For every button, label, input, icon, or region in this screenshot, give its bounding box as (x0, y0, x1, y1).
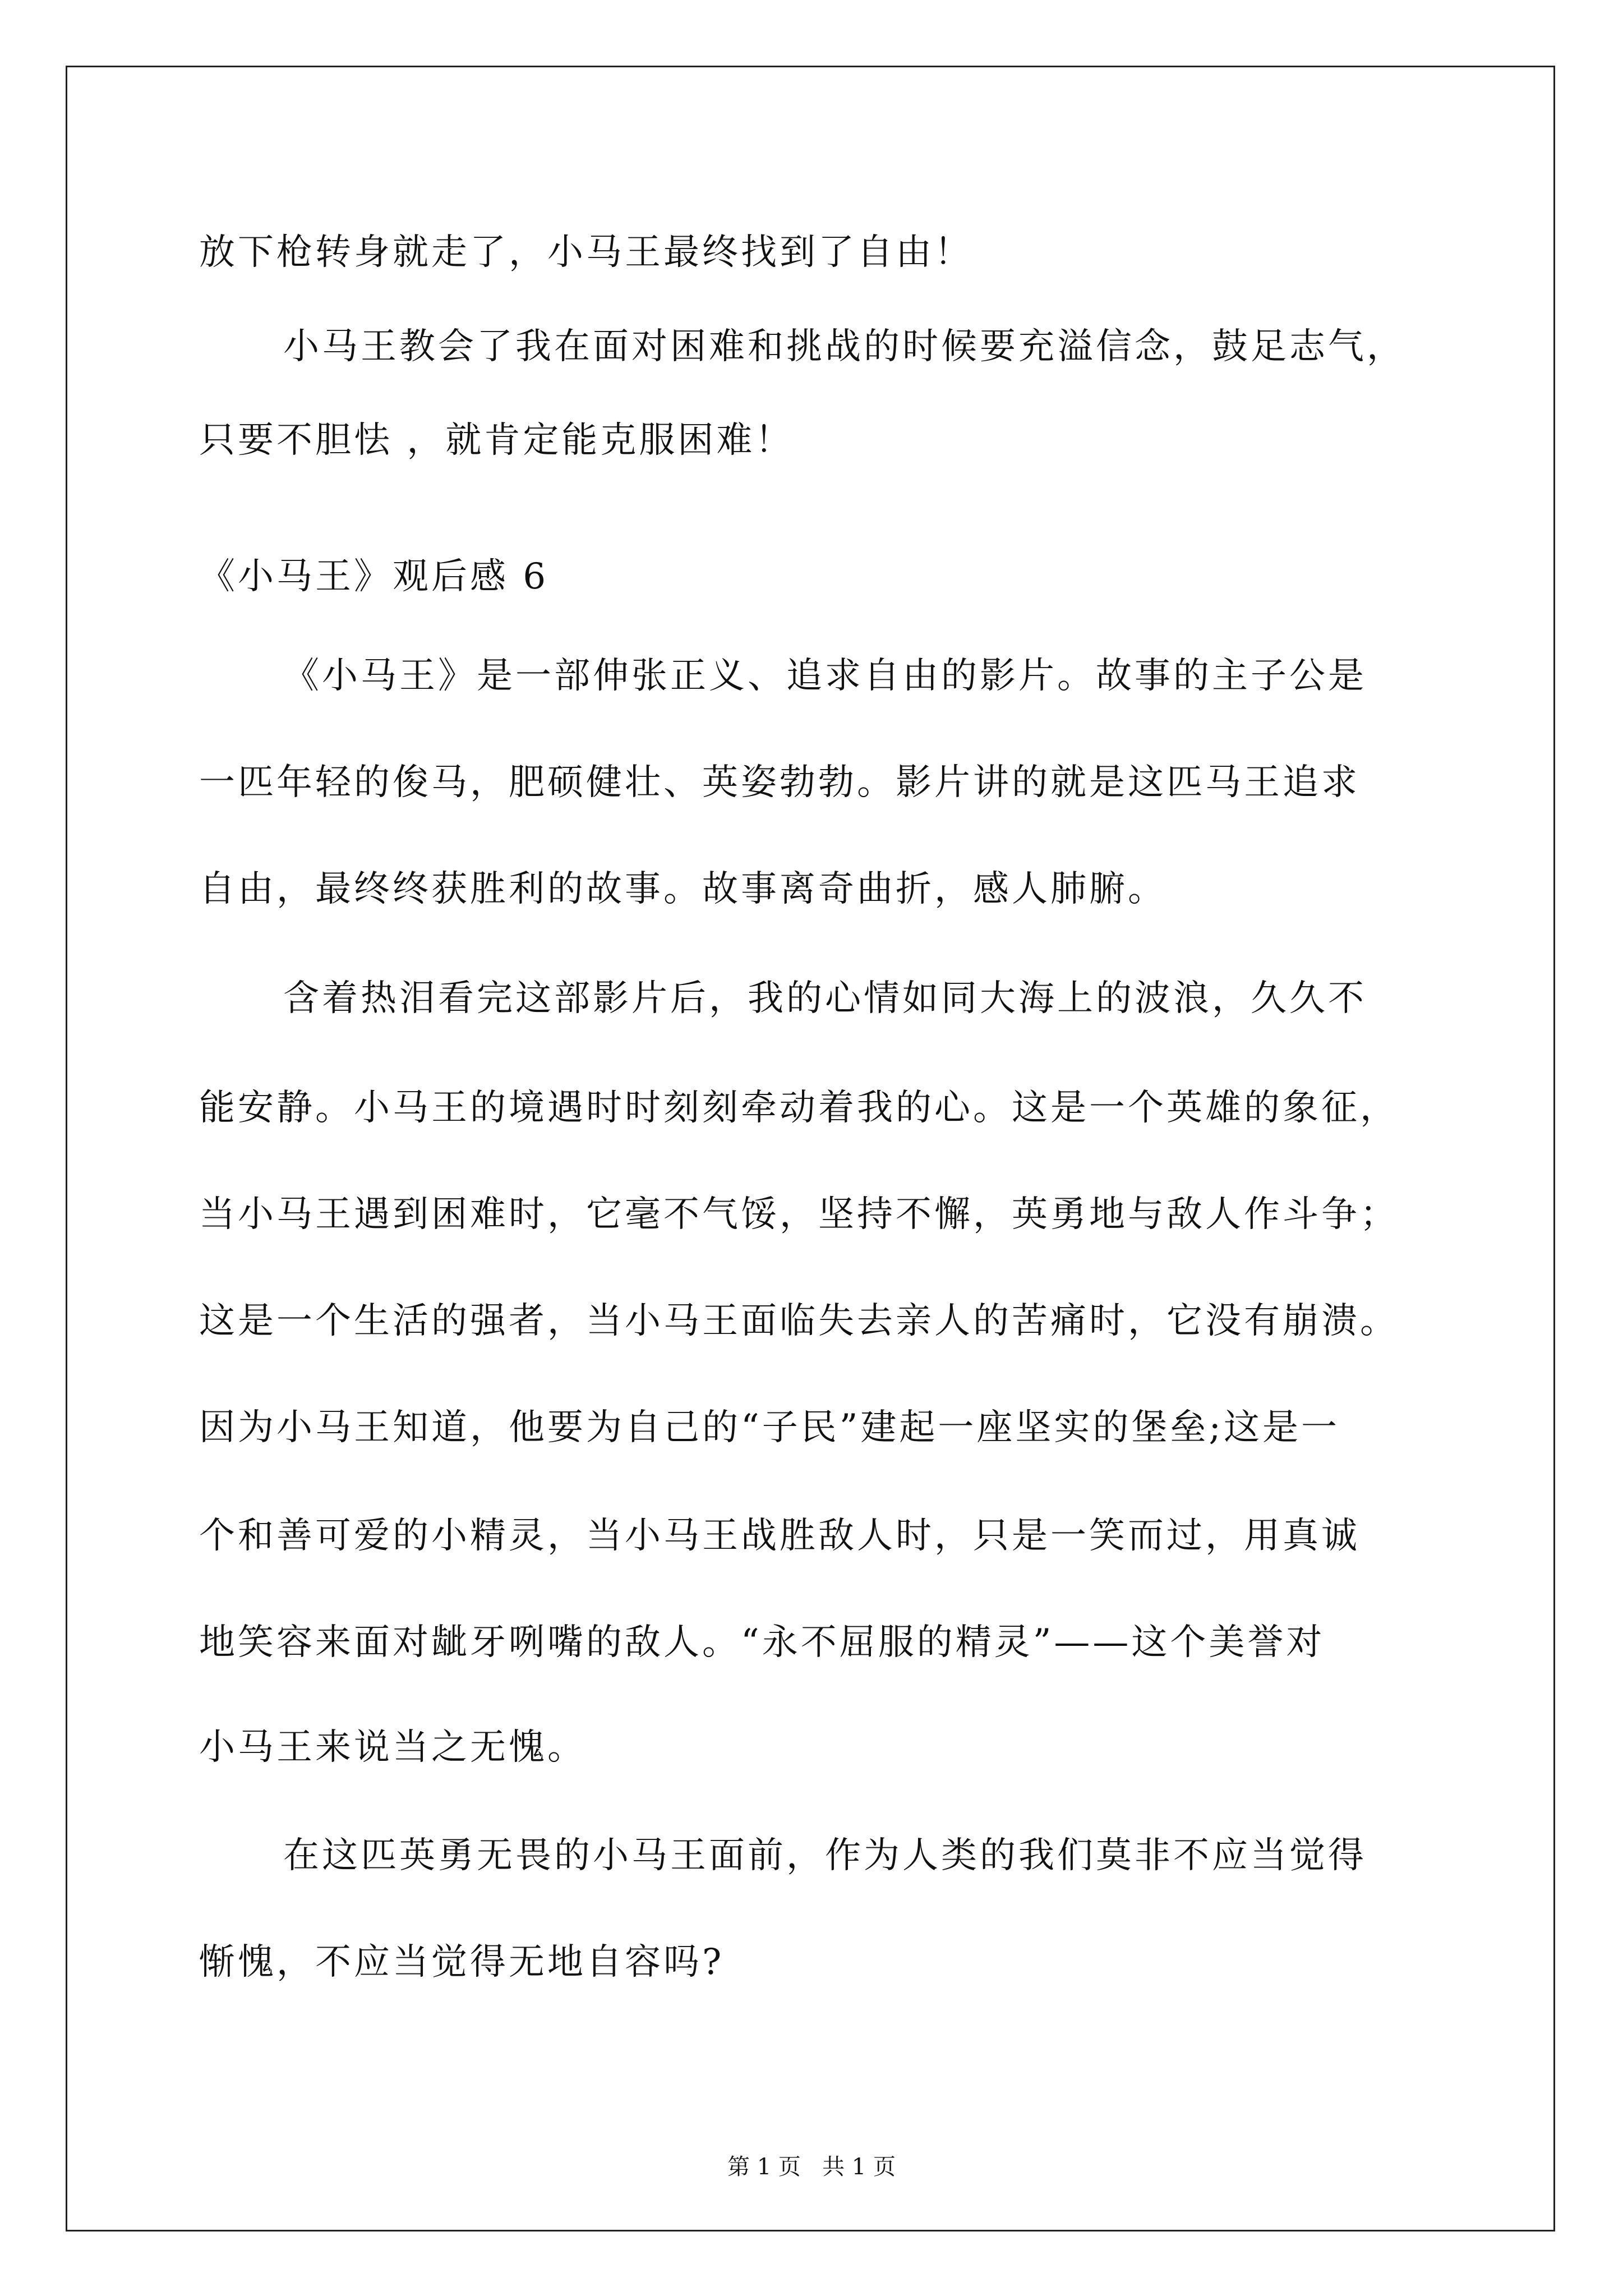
page-border (66, 66, 1555, 2231)
text-line: 惭愧，不应当觉得无地自容吗? (199, 1941, 725, 1983)
paragraph-first-line: 在这匹英勇无畏的小马王面前，作为人类的我们莫非不应当觉得 (283, 1835, 1367, 1876)
text-line: 这是一个生活的强者，当小马王面临失去亲人的苦痛时，它没有崩溃。 (199, 1300, 1399, 1342)
section-heading: 《小马王》观后感 6 (199, 556, 549, 597)
text-line: 地笑容来面对龇牙咧嘴的敌人。“永不屈服的精灵”——这个美誉对 (199, 1622, 1325, 1663)
text-line: 一匹年轻的俊马，肥硕健壮、英姿勃勃。影片讲的就是这匹马王追求 (199, 762, 1360, 803)
text-line: 只要不胆怯 ，就肯定能克服困难！ (199, 420, 794, 461)
text-line: 个和善可爱的小精灵，当小马王战胜敌人时，只是一笑而过，用真诚 (199, 1515, 1360, 1557)
text-line: 放下枪转身就走了，小马王最终找到了自由！ (199, 232, 973, 273)
page-footer: 第 1 页 共 1 页 (727, 2154, 896, 2180)
paragraph-first-line: 含着热泪看完这部影片后，我的心情如同大海上的波浪，久久不 (283, 978, 1367, 1019)
text-line: 小马王来说当之无愧。 (199, 1727, 586, 1768)
text-line: 能安静。小马王的境遇时时刻刻牵动着我的心。这是一个英雄的象征， (199, 1087, 1399, 1129)
text-line: 因为小马王知道，他要为自己的“子民”建起一座坚实的堡垒;这是一 (199, 1407, 1340, 1448)
paragraph-first-line: 《小马王》是一部伸张正义、追求自由的影片。故事的主子公是 (283, 655, 1367, 697)
paragraph-first-line: 小马王教会了我在面对困难和挑战的时候要充溢信念，鼓足志气， (283, 326, 1405, 367)
text-line: 当小马王遇到困难时，它毫不气馁，坚持不懈，英勇地与敌人作斗争； (199, 1194, 1399, 1235)
text-line: 自由，最终终获胜利的故事。故事离奇曲折，感人肺腑。 (199, 868, 1166, 910)
